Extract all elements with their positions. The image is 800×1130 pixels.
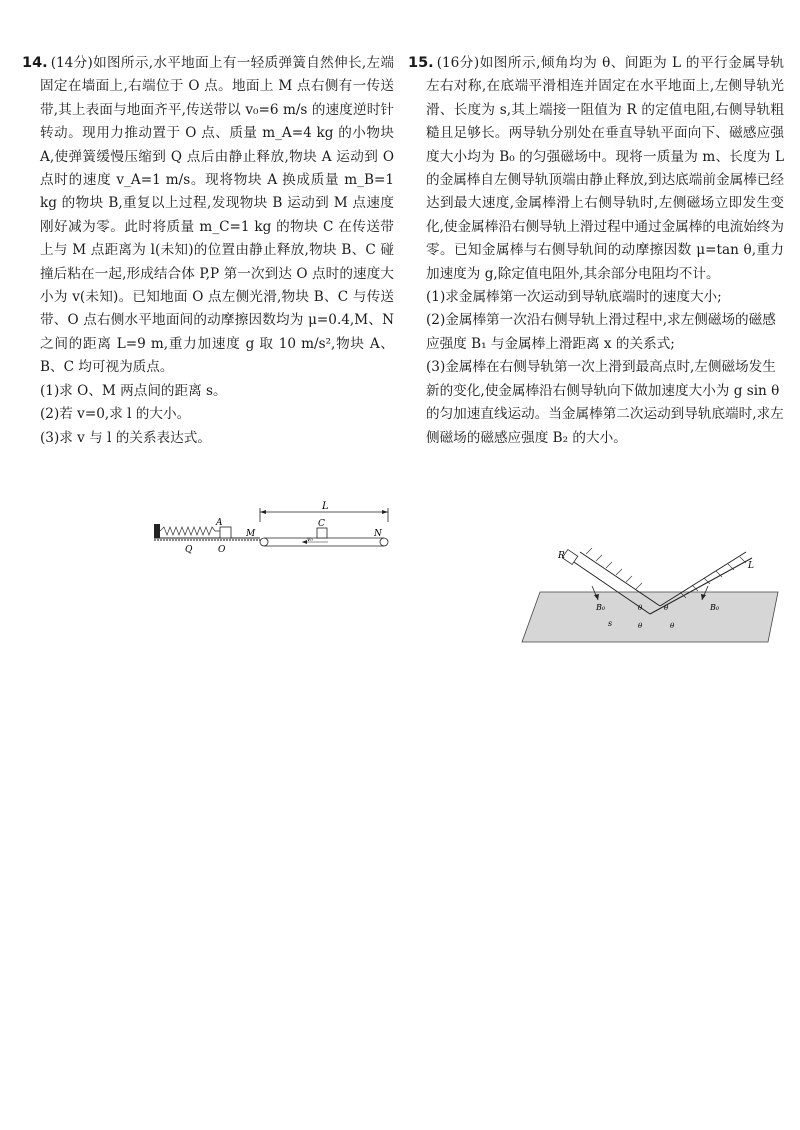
q15-label-B0-right: B₀: [710, 603, 720, 612]
q15-sub1: (1)求金属棒第一次运动到导轨底端时的速度大小;: [426, 289, 722, 306]
q14-block-A: [220, 527, 231, 538]
q15-number: 15.: [408, 55, 434, 71]
q14-label-N: N: [374, 529, 382, 539]
q15-sub2: (2)金属棒第一次沿右侧导轨上滑过程中,求左侧磁场的磁感应强度 B₁ 与金属棒上滑距离 x 的关系式;: [426, 312, 776, 352]
q15-label-theta4: θ: [670, 622, 675, 630]
q14-sub2: (2)若 v=0,求 l 的大小。: [40, 406, 191, 423]
q14-label-L: L: [322, 501, 329, 512]
q14-dim-arrow-left: [260, 510, 266, 514]
q14-spring: [160, 527, 220, 535]
q15-label-theta1: θ: [638, 604, 643, 612]
q14-label-A: A: [216, 518, 223, 528]
q14-roller-right: [380, 538, 388, 546]
q14-dim-arrow-right: [382, 510, 388, 514]
q14-wall: [154, 524, 160, 538]
q15-label-B0-left: B₀: [596, 603, 606, 612]
question-14: [22, 52, 394, 450]
q15-sub3: (3)金属棒在右侧导轨第一次上滑到最高点时,左侧磁场发生新的变化,使金属棒沿右侧导轨向下做加速度大小为 g sin θ 的匀加速直线运动。当金属棒第二次运动到导轨底端时,求左侧磁场的磁感应强度 B₂ 的大小。: [426, 359, 784, 446]
q14-label-C: C: [318, 519, 325, 529]
q15-label-s: s: [608, 619, 613, 628]
q15-text: [408, 52, 784, 286]
q15-points: (16分): [436, 55, 480, 71]
q15-label-L: L: [748, 561, 754, 571]
q14-sub1: (1)求 O、M 两点间的距离 s。: [40, 382, 227, 399]
q15-label-theta2: θ: [664, 604, 669, 612]
q15-label-theta3: θ: [638, 622, 643, 630]
q15-label-R: R: [558, 551, 565, 561]
q15-figure: [520, 548, 780, 648]
q14-label-v0: v₀: [307, 536, 313, 543]
q14-label-Q: Q: [185, 545, 193, 555]
q14-number: 14.: [22, 55, 48, 71]
q15-hatch-left: [586, 548, 642, 589]
q14-label-M: M: [246, 529, 256, 539]
q14-points: (14分): [50, 55, 93, 71]
q14-roller-left: [260, 538, 268, 546]
q15-body: 如图所示,倾角均为 θ、间距为 L 的平行金属导轨左右对称,在底端平滑相连并固定在水平地面上,左侧导轨光滑、长度为 s,其上端接一阻值为 R 的定值电阻,右侧导轨粗糙且足够长。两导轨分别处在垂直导轨平面向下、磁感应强度大小均为 B₀ 的匀强磁场中。现将一质量为 m、长度为 L 的金属棒自左侧导轨顶端由静止释放,到达底端前金属棒已经达到最大速度,金属棒滑上右侧导轨时,左侧磁场立即发生变化,使金属棒沿右侧导轨上滑过程中通过金属棒的电流始终为零。已知金属棒与右侧导轨间的动摩擦因数 μ=tan θ,重力加速度为 g,除定值电阻外,其余部分电阻均不计。: [426, 55, 785, 282]
q14-text: [22, 52, 394, 380]
q14-body: 如图所示,水平地面上有一轻质弹簧自然伸长,左端固定在墙面上,右端位于 O 点。地面上 M 点右侧有一传送带,其上表面与地面齐平,传送带以 v₀=6 m/s 的速度逆时针转动。现用力推动置于 O 点、质量 m_A=4 kg 的小物块 A,使弹簧缓慢压缩到 Q 点后由静止释放,物块 A 运动到 O 点时的速度 v_A=1 m/s。现将物块 A 换成质量 m_B=1 kg 的物块 B,重复以上过程,发现物块 B 运动到 M 点速度刚好减为零。此时将质量 m_C=1 kg 的物块 C 在传送带上与 M 点距离为 l(未知)的位置由静止释放,物块 B、C 碰撞后粘在一起,形成结合体 P,P 第一次到达 O 点时的速度大小为 v(未知)。已知地面 O 点左侧光滑,物块 B、C 与传送带、O 点右侧水平地面间的动摩擦因数均为 μ=0.4,M、N 之间的距离 L=9 m,重力加速度 g 取 10 m/s²,物块 A、B、C 均可视为质点。: [40, 55, 395, 376]
q14-sub3: (3)求 v 与 l 的关系表达式。: [40, 429, 211, 446]
question-15: [408, 52, 784, 450]
q14-label-O: O: [218, 545, 226, 555]
q14-figure: [152, 500, 396, 562]
q14-block-C: [317, 528, 327, 538]
